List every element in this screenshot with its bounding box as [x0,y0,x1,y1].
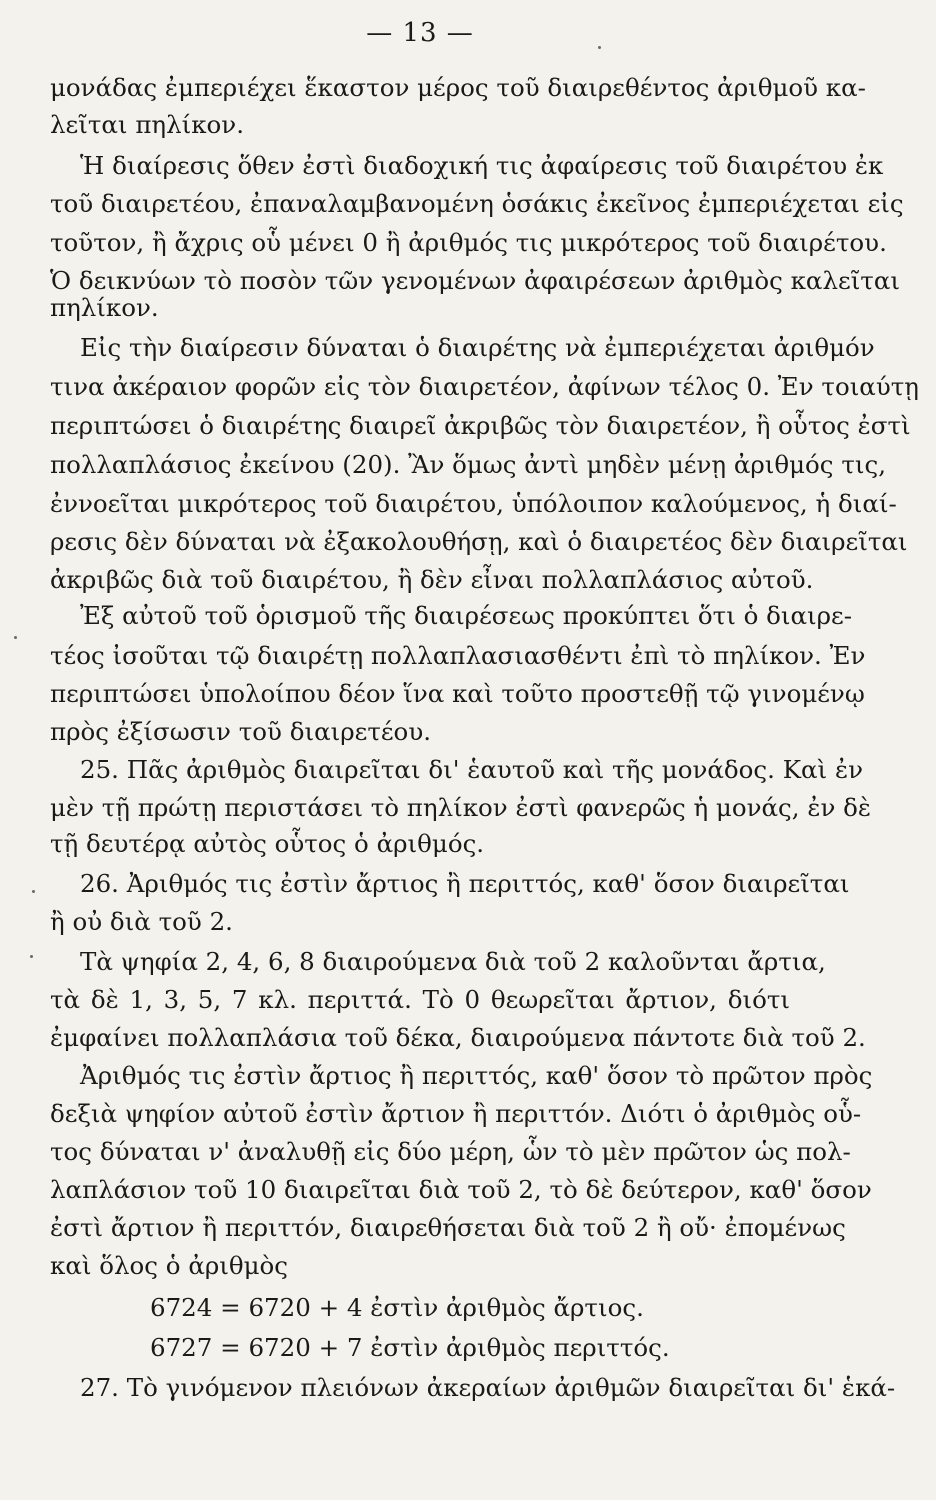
text-line: λεῖται πηλίκον. [50,110,244,139]
text-line: ἐννοεῖται μικρότερος τοῦ διαιρέτου, ὑπόλοιπον καλούμενος, ἡ διαί- [50,489,897,518]
text-line: 27. Τὸ γινόμενον πλειόνων ἀκεραίων ἀριθμῶν διαιρεῖται δι' ἑκά- [80,1373,896,1402]
text-line: τέος ἰσοῦται τῷ διαιρέτῃ πολλαπλασιασθέντι ἐπὶ τὸ πηλίκον. Ἐν [50,641,866,670]
text-line: τοῦτον, ἢ ἄχρις οὗ μένει 0 ἢ ἀριθμός τις μικρότερος τοῦ διαιρέτου. [50,228,887,257]
text-line: μονάδας ἐμπεριέχει ἕκαστον μέρος τοῦ διαιρεθέντος ἀριθμοῦ κα- [50,73,866,102]
text-line: περιπτώσει ὁ διαιρέτης διαιρεῖ ἀκριβῶς τὸν διαιρετέον, ἢ οὗτος ἐστὶ [50,411,911,440]
text-line: ἐστὶ ἄρτιον ἢ περιττόν, διαιρεθήσεται διὰ τοῦ 2 ἢ οὔ· ἐπομένως [50,1213,846,1242]
text-line: ἀκριβῶς διὰ τοῦ διαιρέτου, ἢ δὲν εἶναι πολλαπλάσιος αὐτοῦ. [50,565,814,594]
page-number: — 13 — [366,18,474,48]
text-line: 26. Ἀριθμός τις ἐστὶν ἄρτιος ἢ περιττός, καθ' ὅσον διαιρεῖται [80,869,850,898]
text-line: καὶ ὅλος ὁ ἀριθμὸς [50,1251,289,1280]
text-line: τινα ἀκέραιον φορῶν εἰς τὸν διαιρετέον, ἀφίνων τέλος 0. Ἐν τοιαύτῃ [50,372,919,401]
text-line: ἐμφαίνει πολλαπλάσια τοῦ δέκα, διαιρούμενα πάντοτε διὰ τοῦ 2. [50,1023,866,1052]
paper-speck [598,46,601,49]
paper-speck [14,636,17,639]
text-line: λαπλάσιον τοῦ 10 διαιρεῖται διὰ τοῦ 2, τὸ δὲ δεύτερον, καθ' ὅσον [50,1175,872,1204]
text-line: 25. Πᾶς ἀριθμὸς διαιρεῖται δι' ἑαυτοῦ καὶ τῆς μονάδος. Καὶ ἐν [80,755,863,784]
text-line: ἢ οὐ διὰ τοῦ 2. [50,907,233,936]
text-line: Εἰς τὴν διαίρεσιν δύναται ὁ διαιρέτης νὰ ἐμπεριέχεται ἀριθμόν [80,333,875,362]
paper-speck [30,955,33,958]
equation-line: 6727 = 6720 + 7 ἐστὶν ἀριθμὸς περιττός. [150,1333,670,1362]
text-line: τοῦ διαιρετέου, ἐπαναλαμβανομένη ὁσάκις ἐκεῖνος ἐμπεριέχεται εἰς [50,189,904,218]
text-line: Τὰ ψηφία 2, 4, 6, 8 διαιρούμενα διὰ τοῦ 2 καλοῦνται ἄρτια, [80,947,826,976]
text-line: τῇ δευτέρᾳ αὐτὸς οὗτος ὁ ἀριθμός. [50,829,485,858]
paper-speck [32,890,35,893]
text-line: δεξιὰ ψηφίον αὐτοῦ ἐστὶν ἄρτιον ἢ περιττόν. Διότι ὁ ἀριθμὸς οὗ- [50,1099,862,1128]
text-line: μὲν τῇ πρώτῃ περιστάσει τὸ πηλίκον ἐστὶ φανερῶς ἡ μονάς, ἐν δὲ [50,793,872,822]
text-line: Ὁ δεικνύων τὸ ποσὸν τῶν γενομένων ἀφαιρέσεων ἀριθμὸς καλεῖται [50,266,901,295]
text-line: πολλαπλάσιος ἐκείνου (20). Ἂν ὅμως ἀντὶ μηδὲν μένῃ ἀριθμός τις, [50,450,886,479]
text-line: περιπτώσει ὑπολοίπου δέον ἵνα καὶ τοῦτο προστεθῇ τῷ γινομένῳ [50,679,865,708]
text-line: Ἐξ αὐτοῦ τοῦ ὁρισμοῦ τῆς διαιρέσεως προκύπτει ὅτι ὁ διαιρε- [80,601,853,630]
text-line: Ἡ διαίρεσις ὅθεν ἐστὶ διαδοχική τις ἀφαίρεσις τοῦ διαιρέτου ἐκ [80,151,884,180]
equation-line: 6724 = 6720 + 4 ἐστὶν ἀριθμὸς ἄρτιος. [150,1293,644,1322]
text-line: τος δύναται ν' ἀναλυθῇ εἰς δύο μέρη, ὧν τὸ μὲν πρῶτον ὡς πολ- [50,1137,851,1166]
text-line: πηλίκον. [50,293,159,322]
text-line: πρὸς ἐξίσωσιν τοῦ διαιρετέου. [50,717,431,746]
text-line: Ἀριθμός τις ἐστὶν ἄρτιος ἢ περιττός, καθ' ὅσον τὸ πρῶτον πρὸς [80,1061,873,1090]
text-line: τὰ δὲ 1, 3, 5, 7 κλ. περιττά. Τὸ 0 θεωρεῖται ἄρτιον, διότι [50,985,790,1014]
text-line: ρεσις δὲν δύναται νὰ ἐξακολουθήσῃ, καὶ ὁ διαιρετέος δὲν διαιρεῖται [50,527,908,556]
